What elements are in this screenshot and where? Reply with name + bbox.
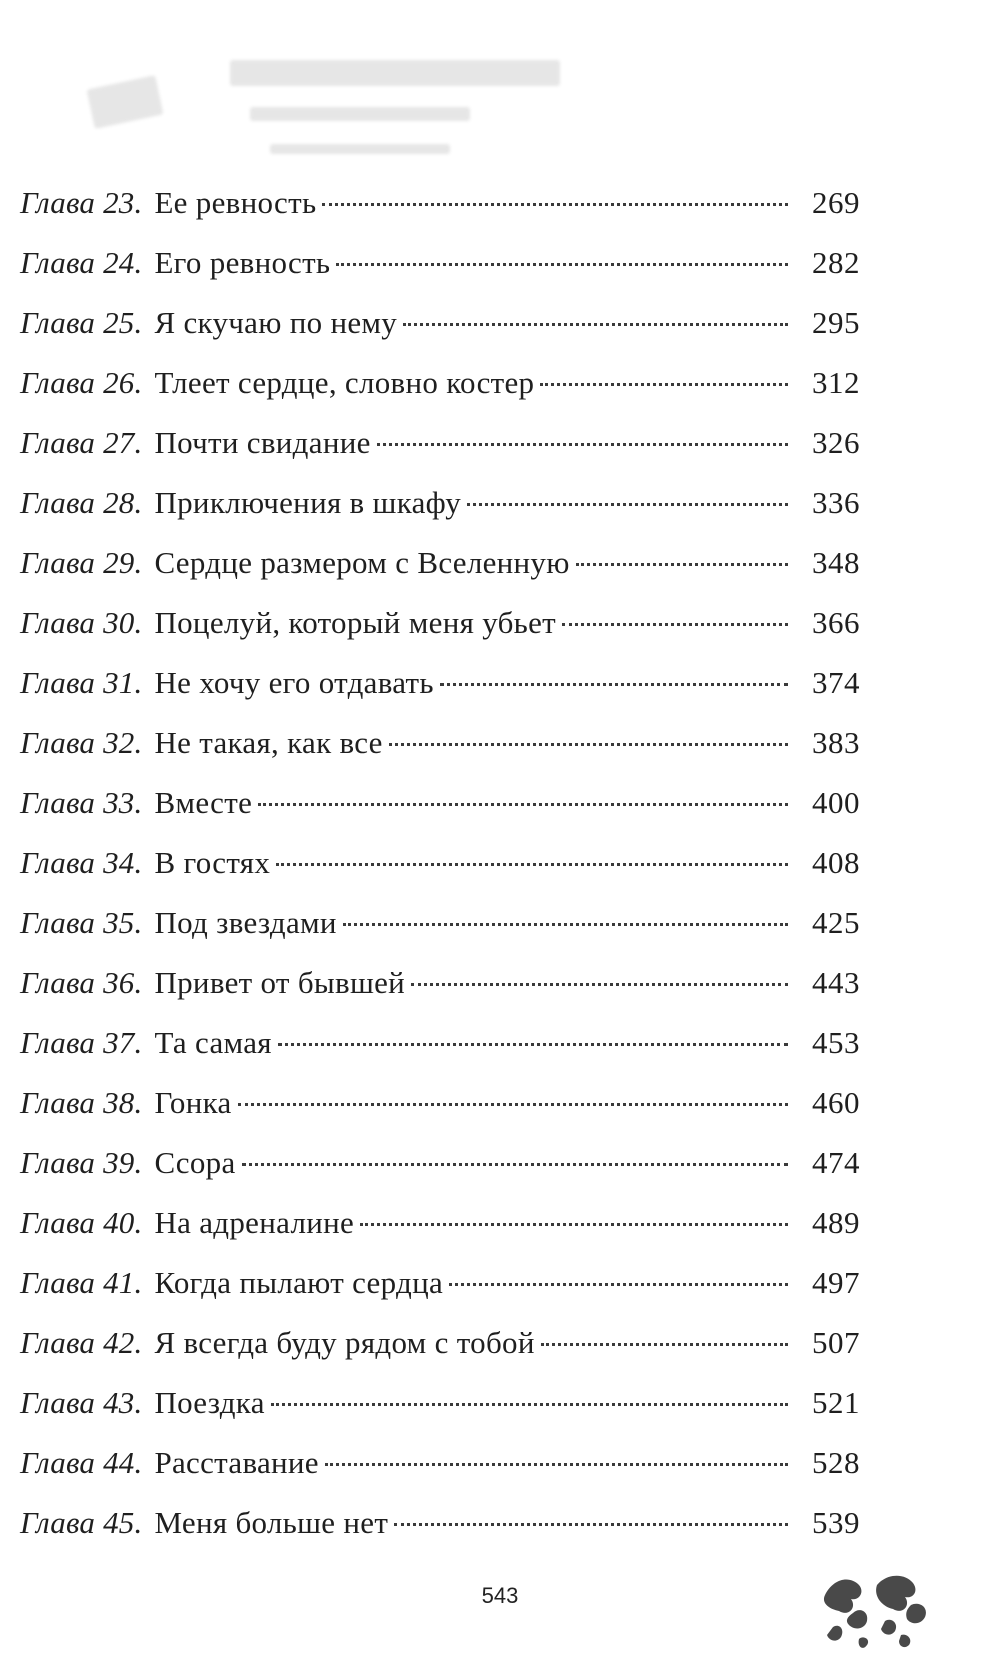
toc-chapter-title: Вместе <box>154 785 253 820</box>
dot-leader <box>258 803 788 806</box>
toc-chapter-label: Глава 26. <box>20 365 143 400</box>
page-number: 543 <box>481 1583 519 1608</box>
dot-leader <box>322 203 788 206</box>
toc-chapter-label: Глава 23. <box>20 185 143 220</box>
toc-entry <box>20 783 860 843</box>
toc-chapter-title: Его ревность <box>154 245 331 280</box>
toc-chapter-label: Глава 41. <box>20 1265 143 1300</box>
toc-chapter-title: Я скучаю по нему <box>154 305 398 340</box>
dot-leader <box>238 1103 788 1106</box>
toc-chapter-title: Тлеет сердце, словно костер <box>154 365 535 400</box>
toc-page-number: 453 <box>812 1025 860 1060</box>
toc-page-number: 400 <box>812 785 860 820</box>
toc-page-number: 497 <box>812 1265 860 1300</box>
dot-leader <box>541 1343 788 1346</box>
toc-entry <box>20 543 860 603</box>
toc-chapter-title: Меня больше нет <box>154 1505 389 1540</box>
toc-chapter-title: Почти свидание <box>154 425 371 460</box>
toc-entry <box>20 663 860 723</box>
dot-leader <box>540 383 788 386</box>
toc-chapter-title: Не хочу его отдавать <box>154 665 434 700</box>
dot-leader <box>449 1283 788 1286</box>
toc-chapter-title: На адреналине <box>154 1205 355 1240</box>
toc-entry <box>20 1263 860 1323</box>
dot-leader <box>271 1403 788 1406</box>
dot-leader <box>377 443 788 446</box>
toc-chapter-label: Глава 28. <box>20 485 143 520</box>
toc-entry <box>20 1383 860 1443</box>
dot-leader <box>242 1163 788 1166</box>
toc-chapter-label: Глава 43. <box>20 1385 143 1420</box>
toc-chapter-title: Та самая <box>154 1025 272 1060</box>
dot-leader <box>278 1043 788 1046</box>
toc-page-number: 489 <box>812 1205 860 1240</box>
toc-entry <box>20 303 860 363</box>
toc-chapter-title: Гонка <box>154 1085 232 1120</box>
toc-page-number: 336 <box>812 485 860 520</box>
toc-chapter-label: Глава 40. <box>20 1205 143 1240</box>
toc-chapter-label: Глава 25. <box>20 305 143 340</box>
dot-leader <box>576 563 788 566</box>
toc-chapter-title: Поцелуй, который меня убьет <box>154 605 557 640</box>
toc-entry <box>20 1203 860 1263</box>
toc-entry <box>20 723 860 783</box>
toc-page-number: 460 <box>812 1085 860 1120</box>
toc-chapter-label: Глава 42. <box>20 1325 143 1360</box>
dot-leader <box>562 623 788 626</box>
dot-leader <box>403 323 788 326</box>
toc-chapter-title: В гостях <box>154 845 271 880</box>
toc-chapter-title: Поездка <box>154 1385 265 1420</box>
toc-entry <box>20 1143 860 1203</box>
toc-page-number: 366 <box>812 605 860 640</box>
dot-leader <box>467 503 788 506</box>
toc-entry <box>20 1023 860 1083</box>
toc-entry <box>20 1503 860 1563</box>
toc-chapter-label: Глава 34. <box>20 845 143 880</box>
toc-entry <box>20 963 860 1023</box>
toc-chapter-title: Расставание <box>154 1445 319 1480</box>
toc-entry <box>20 1323 860 1383</box>
toc-page-number: 295 <box>812 305 860 340</box>
toc-page-number: 539 <box>812 1505 860 1540</box>
toc-chapter-title: Не такая, как все <box>154 725 383 760</box>
toc-entry <box>20 243 860 303</box>
dot-leader <box>336 263 788 266</box>
toc-page-number: 282 <box>812 245 860 280</box>
toc-chapter-label: Глава 35. <box>20 905 143 940</box>
toc-chapter-title: Приключения в шкафу <box>154 485 462 520</box>
dot-leader <box>389 743 788 746</box>
dot-leader <box>360 1223 788 1226</box>
toc-page-number: 312 <box>812 365 860 400</box>
toc-entry <box>20 843 860 903</box>
toc-chapter-label: Глава 31. <box>20 665 143 700</box>
toc-page-number: 269 <box>812 185 860 220</box>
toc-entry <box>20 483 860 543</box>
toc-page-number: 528 <box>812 1445 860 1480</box>
toc-entry <box>20 903 860 963</box>
toc-chapter-label: Глава 32. <box>20 725 143 760</box>
toc-chapter-title: Когда пылают сердца <box>154 1265 444 1300</box>
toc-chapter-label: Глава 24. <box>20 245 143 280</box>
toc-chapter-label: Глава 27. <box>20 425 143 460</box>
bleed-through-shadow <box>70 52 590 172</box>
toc-chapter-label: Глава 38. <box>20 1085 143 1120</box>
toc-entry <box>20 1443 860 1503</box>
toc-chapter-title: Ее ревность <box>154 185 317 220</box>
toc-page-number: 474 <box>812 1145 860 1180</box>
toc-page-number: 408 <box>812 845 860 880</box>
toc-entry <box>20 183 860 243</box>
toc-page-number: 507 <box>812 1325 860 1360</box>
dot-leader <box>394 1523 788 1526</box>
toc-chapter-title: Сердце размером с Вселенную <box>154 545 570 580</box>
toc-page-number: 348 <box>812 545 860 580</box>
toc-chapter-label: Глава 36. <box>20 965 143 1000</box>
toc-chapter-title: Я всегда буду рядом с тобой <box>154 1325 535 1360</box>
toc-page-number: 326 <box>812 425 860 460</box>
toc-chapter-label: Глава 45. <box>20 1505 143 1540</box>
toc-chapter-label: Глава 29. <box>20 545 143 580</box>
toc-page-number: 374 <box>812 665 860 700</box>
toc-page-number: 521 <box>812 1385 860 1420</box>
toc-chapter-title: Под звездами <box>154 905 337 940</box>
toc-chapter-label: Глава 33. <box>20 785 143 820</box>
toc-entry <box>20 423 860 483</box>
toc-chapter-label: Глава 37. <box>20 1025 143 1060</box>
toc-entry <box>20 1083 860 1143</box>
toc-chapter-title: Ссора <box>154 1145 236 1180</box>
toc-chapter-label: Глава 44. <box>20 1445 143 1480</box>
toc-page-number: 425 <box>812 905 860 940</box>
toc-page-number: 383 <box>812 725 860 760</box>
dot-leader <box>440 683 788 686</box>
toc-chapter-label: Глава 39. <box>20 1145 143 1180</box>
toc-chapter-title: Привет от бывшей <box>154 965 406 1000</box>
toc-entry <box>20 603 860 663</box>
toc-chapter-label: Глава 30. <box>20 605 143 640</box>
table-of-contents <box>20 183 860 1563</box>
dot-leader <box>343 923 788 926</box>
floral-ornament-icon <box>815 1565 945 1655</box>
toc-entry <box>20 363 860 423</box>
dot-leader <box>276 863 788 866</box>
toc-page-number: 443 <box>812 965 860 1000</box>
dot-leader <box>325 1463 788 1466</box>
dot-leader <box>411 983 788 986</box>
